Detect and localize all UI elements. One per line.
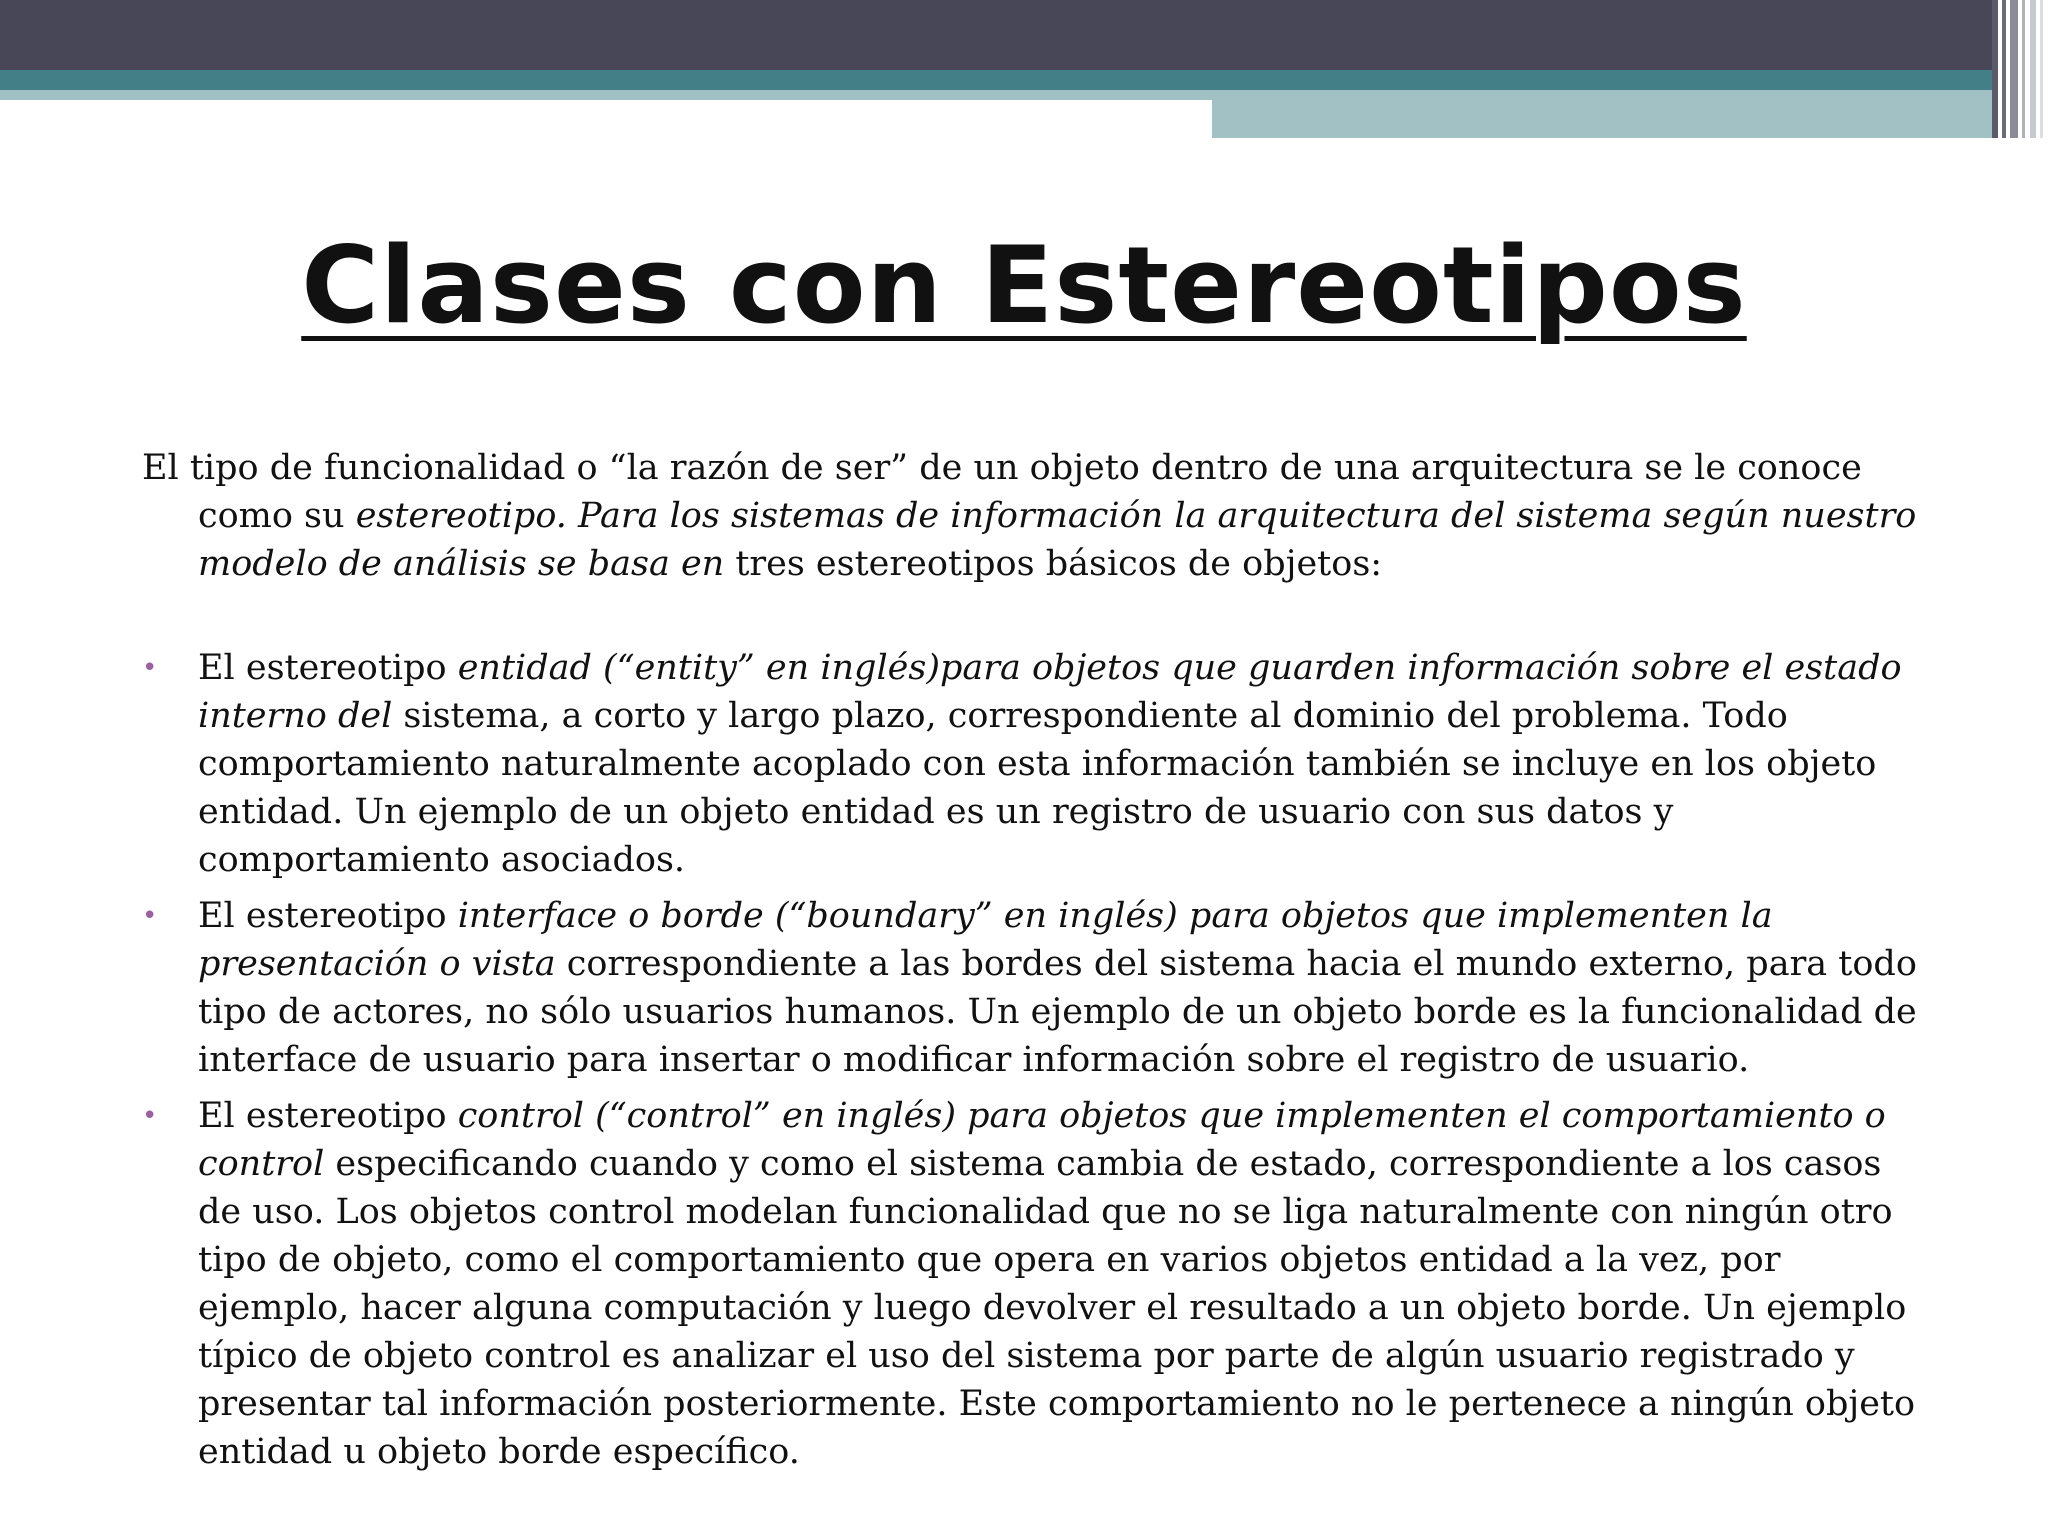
intro-text-1: El tipo de funcionalidad o “la razón de ser” de un objeto dentro de una arquitectura se le conoce como su [142, 448, 1862, 536]
slide-body [142, 444, 1922, 1484]
slide-title-text: Clases con Estereotipos [301, 224, 1747, 347]
slide-title [0, 216, 2048, 356]
bullet-rest: sistema, a corto y largo plazo, correspondiente al dominio del problema. Todo comportamiento naturalmente acoplado con esta información también se incluye en los objeto entidad. Un ejemplo de un objeto entidad es un registro de usuario con sus datos y comportamiento asociados. [198, 696, 1877, 880]
bullet-icon: • [142, 901, 158, 931]
intro-paragraph [142, 444, 1922, 588]
bullet-rest: correspondiente a las bordes del sistema hacia el mundo externo, para todo tipo de actores, no sólo usuarios humanos. Un ejemplo de un objeto borde es la funcionalidad de interface de usuario para insertar o modificar información sobre el registro de usuario. [198, 944, 1917, 1080]
bullet-item-control [142, 1092, 1922, 1476]
header-dark-band [0, 0, 1992, 70]
bullet-icon: • [142, 653, 158, 683]
bullet-item-entity [142, 644, 1922, 884]
bullet-list [142, 644, 1922, 1476]
bullet-icon: • [142, 1101, 158, 1131]
header-teal-band [0, 70, 1992, 90]
bullet-lead: El estereotipo [198, 896, 458, 936]
corner-stripes [1992, 0, 2048, 138]
bullet-italic: entidad (“entity” en inglés)para objetos que guarden información sobre el estado interno del [198, 648, 1902, 736]
header-light-band-right [1212, 90, 1992, 138]
intro-text-italic: estereotipo. Para los sistemas de información la arquitectura del sistema según nuestro modelo de análisis se basa en [198, 496, 1917, 584]
bullet-rest: especificando cuando y como el sistema cambia de estado, correspondiente a los casos de uso. Los objetos control modelan funcionalidad que no se liga naturalmente con ningún otro tipo de objeto, como el comportamiento que opera en varios objetos entidad a la vez, por ejemplo, hacer alguna computación y luego devolver el resultado a un objeto borde. Un ejemplo típico de objeto control es analizar el uso del sistema por parte de algún usuario registrado y presentar tal información posteriormente. Este comportamiento no le pertenece a ningún objeto entidad u objeto borde específico. [198, 1144, 1916, 1472]
intro-text-2: tres estereotipos básicos de objetos: [724, 544, 1383, 584]
header-light-band-left [0, 90, 1212, 100]
bullet-italic: interface o borde (“boundary” en inglés) para objetos que implementen la presentación o vista [198, 896, 1773, 984]
bullet-item-boundary [142, 892, 1922, 1084]
bullet-italic: control (“control” en inglés) para objetos que implementen el comportamiento o control [198, 1096, 1886, 1184]
bullet-lead: El estereotipo [198, 1096, 458, 1136]
bullet-lead: El estereotipo [198, 648, 458, 688]
